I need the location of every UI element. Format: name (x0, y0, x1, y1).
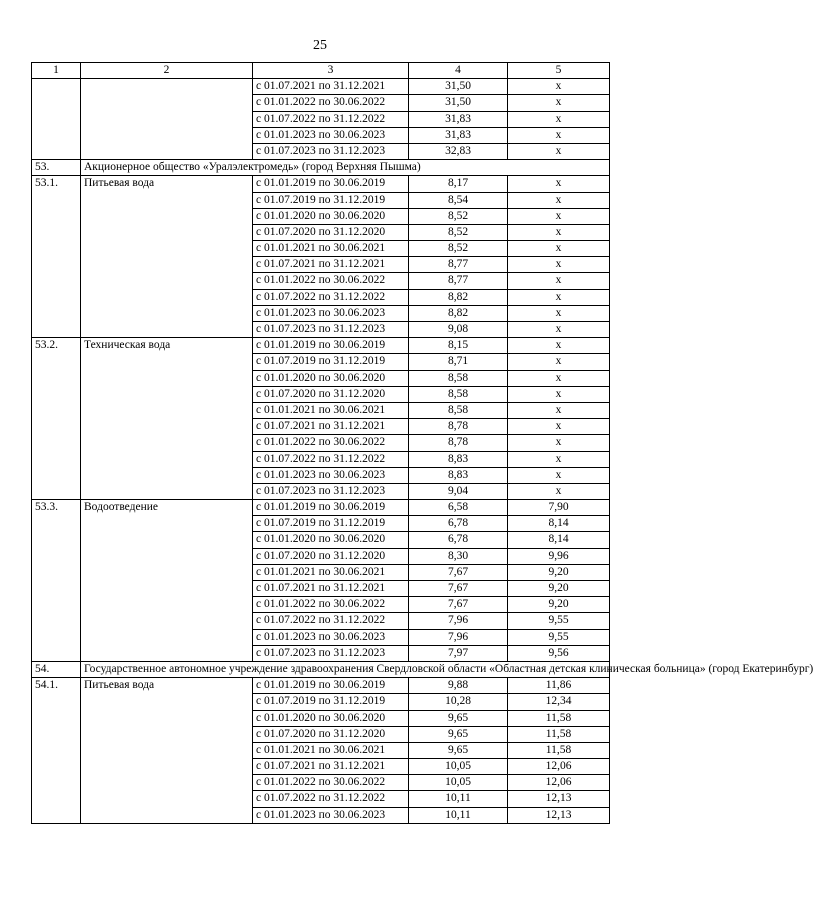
tariff-row (32, 338, 610, 354)
tariff-period: с 01.07.2022 по 31.12.2022 (253, 613, 409, 629)
tariff-period: с 01.01.2023 по 30.06.2023 (253, 467, 409, 483)
tariff-period: с 01.01.2023 по 30.06.2023 (253, 127, 409, 143)
tariff-row (32, 678, 610, 694)
tariff-value-col5: 8,14 (508, 516, 610, 532)
tariff-value-col4: 6,78 (409, 532, 508, 548)
tariff-value-col4: 8,58 (409, 402, 508, 418)
tariff-period: с 01.01.2022 по 30.06.2022 (253, 273, 409, 289)
tariff-value-col5: х (508, 192, 610, 208)
tariff-value-col4: 10,11 (409, 807, 508, 823)
tariff-value-col4: 7,97 (409, 645, 508, 661)
tariff-row (32, 79, 610, 95)
tariff-value-col4: 31,83 (409, 111, 508, 127)
tariff-value-col5: х (508, 241, 610, 257)
tariff-value-col4: 8,54 (409, 192, 508, 208)
tariff-value-col4: 8,30 (409, 548, 508, 564)
tariff-period: с 01.07.2020 по 31.12.2020 (253, 386, 409, 402)
service-name (81, 79, 253, 160)
tariff-value-col5: х (508, 127, 610, 143)
tariff-value-col5: х (508, 273, 610, 289)
tariff-period: с 01.01.2020 по 30.06.2020 (253, 710, 409, 726)
tariff-value-col4: 10,11 (409, 791, 508, 807)
tariff-period: с 01.01.2020 по 30.06.2020 (253, 370, 409, 386)
tariff-value-col5: х (508, 208, 610, 224)
tariff-value-col5: х (508, 289, 610, 305)
tariff-period: с 01.07.2019 по 31.12.2019 (253, 192, 409, 208)
tariff-value-col4: 8,77 (409, 257, 508, 273)
tariff-period: с 01.07.2023 по 31.12.2023 (253, 322, 409, 338)
column-number-5: 5 (508, 63, 610, 79)
tariff-value-col5: 12,34 (508, 694, 610, 710)
tariff-value-col5: х (508, 338, 610, 354)
tariff-period: с 01.07.2021 по 31.12.2021 (253, 581, 409, 597)
tariff-value-col4: 31,83 (409, 127, 508, 143)
tariff-value-col5: х (508, 305, 610, 321)
tariff-period: с 01.01.2020 по 30.06.2020 (253, 532, 409, 548)
column-number-2: 2 (81, 63, 253, 79)
tariff-value-col5: х (508, 451, 610, 467)
tariff-value-col5: 9,20 (508, 581, 610, 597)
tariff-value-col5: 11,58 (508, 742, 610, 758)
tariff-period: с 01.01.2022 по 30.06.2022 (253, 95, 409, 111)
tariff-value-col4: 9,65 (409, 726, 508, 742)
item-number: 53.2. (32, 338, 81, 500)
tariff-period: с 01.01.2021 по 30.06.2021 (253, 742, 409, 758)
tariff-value-col4: 10,28 (409, 694, 508, 710)
tariff-value-col4: 8,77 (409, 273, 508, 289)
tariff-value-col5: 11,58 (508, 710, 610, 726)
tariff-period: с 01.07.2023 по 31.12.2023 (253, 143, 409, 159)
tariff-value-col5: х (508, 176, 610, 192)
tariff-value-col5: х (508, 402, 610, 418)
tariff-period: с 01.01.2022 по 30.06.2022 (253, 435, 409, 451)
tariff-period: с 01.01.2019 по 30.06.2019 (253, 338, 409, 354)
tariff-value-col4: 31,50 (409, 79, 508, 95)
tariff-period: с 01.07.2021 по 31.12.2021 (253, 419, 409, 435)
item-number: 54.1. (32, 678, 81, 824)
tariff-value-col4: 6,78 (409, 516, 508, 532)
tariff-value-col5: 8,14 (508, 532, 610, 548)
item-number (32, 79, 81, 160)
organization-name: Акционерное общество «Уралэлектромедь» (город Верхняя Пышма) (81, 160, 610, 176)
tariff-value-col5: 11,86 (508, 678, 610, 694)
tariff-value-col5: х (508, 143, 610, 159)
tariff-period: с 01.07.2023 по 31.12.2023 (253, 483, 409, 499)
organization-row (32, 661, 610, 677)
tariff-value-col5: х (508, 322, 610, 338)
tariff-value-col4: 9,88 (409, 678, 508, 694)
tariff-period: с 01.07.2019 по 31.12.2019 (253, 694, 409, 710)
tariff-value-col5: х (508, 419, 610, 435)
tariff-value-col4: 8,52 (409, 241, 508, 257)
tariff-value-col4: 7,67 (409, 564, 508, 580)
tariff-period: с 01.07.2021 по 31.12.2021 (253, 79, 409, 95)
column-number-3: 3 (253, 63, 409, 79)
tariff-period: с 01.07.2022 по 31.12.2022 (253, 791, 409, 807)
item-number: 53.3. (32, 500, 81, 662)
tariff-value-col5: х (508, 354, 610, 370)
tariff-value-col5: х (508, 467, 610, 483)
tariff-value-col5: х (508, 370, 610, 386)
tariff-period: с 01.07.2022 по 31.12.2022 (253, 111, 409, 127)
tariff-value-col4: 7,67 (409, 597, 508, 613)
tariff-period: с 01.01.2021 по 30.06.2021 (253, 402, 409, 418)
tariff-value-col5: х (508, 95, 610, 111)
section-number: 54. (32, 661, 81, 677)
tariff-period: с 01.01.2019 по 30.06.2019 (253, 500, 409, 516)
tariff-value-col4: 32,83 (409, 143, 508, 159)
tariff-period: с 01.07.2020 по 31.12.2020 (253, 726, 409, 742)
tariff-value-col4: 9,08 (409, 322, 508, 338)
organization-row (32, 160, 610, 176)
tariff-value-col5: х (508, 386, 610, 402)
tariff-value-col4: 6,58 (409, 500, 508, 516)
tariff-period: с 01.07.2022 по 31.12.2022 (253, 289, 409, 305)
tariff-value-col4: 8,82 (409, 305, 508, 321)
tariff-period: с 01.07.2023 по 31.12.2023 (253, 645, 409, 661)
tariff-period: с 01.01.2022 по 30.06.2022 (253, 597, 409, 613)
tariff-period: с 01.07.2019 по 31.12.2019 (253, 354, 409, 370)
tariff-period: с 01.01.2020 по 30.06.2020 (253, 208, 409, 224)
tariff-value-col4: 8,83 (409, 451, 508, 467)
tariff-value-col4: 8,78 (409, 435, 508, 451)
tariff-period: с 01.07.2021 по 31.12.2021 (253, 759, 409, 775)
tariff-value-col5: 9,56 (508, 645, 610, 661)
tariff-value-col5: х (508, 435, 610, 451)
tariff-value-col4: 10,05 (409, 759, 508, 775)
tariff-value-col4: 31,50 (409, 95, 508, 111)
tariff-value-col5: х (508, 483, 610, 499)
tariff-value-col5: 9,20 (508, 564, 610, 580)
tariff-value-col4: 8,71 (409, 354, 508, 370)
column-number-4: 4 (409, 63, 508, 79)
tariff-value-col5: 7,90 (508, 500, 610, 516)
tariff-table-body (32, 63, 813, 824)
tariff-period: с 01.07.2021 по 31.12.2021 (253, 257, 409, 273)
tariff-value-col4: 8,82 (409, 289, 508, 305)
tariff-period: с 01.01.2019 по 30.06.2019 (253, 678, 409, 694)
tariff-value-col4: 7,96 (409, 613, 508, 629)
tariff-value-col5: 9,55 (508, 613, 610, 629)
tariff-value-col4: 8,52 (409, 208, 508, 224)
tariff-value-col4: 9,65 (409, 710, 508, 726)
tariff-period: с 01.07.2020 по 31.12.2020 (253, 224, 409, 240)
organization-name: Государственное автономное учреждение здравоохранения Свердловской области «Областная детская клиническая больница» (город Екатеринбург) (81, 661, 610, 677)
tariff-period: с 01.01.2023 по 30.06.2023 (253, 629, 409, 645)
tariff-table (31, 62, 813, 824)
tariff-row (32, 500, 610, 516)
tariff-period: с 01.01.2019 по 30.06.2019 (253, 176, 409, 192)
tariff-value-col5: х (508, 224, 610, 240)
tariff-row (32, 176, 610, 192)
tariff-value-col5: х (508, 79, 610, 95)
tariff-period: с 01.01.2021 по 30.06.2021 (253, 564, 409, 580)
service-name: Питьевая вода (81, 176, 253, 338)
tariff-period: с 01.01.2022 по 30.06.2022 (253, 775, 409, 791)
tariff-period: с 01.01.2021 по 30.06.2021 (253, 241, 409, 257)
section-number: 53. (32, 160, 81, 176)
tariff-period: с 01.01.2023 по 30.06.2023 (253, 305, 409, 321)
tariff-value-col5: 11,58 (508, 726, 610, 742)
service-name: Питьевая вода (81, 678, 253, 824)
tariff-value-col4: 8,83 (409, 467, 508, 483)
tariff-value-col5: 9,55 (508, 629, 610, 645)
item-number: 53.1. (32, 176, 81, 338)
tariff-value-col4: 9,04 (409, 483, 508, 499)
tariff-value-col5: 12,06 (508, 775, 610, 791)
tariff-value-col4: 7,96 (409, 629, 508, 645)
tariff-value-col4: 8,58 (409, 386, 508, 402)
tariff-value-col4: 8,52 (409, 224, 508, 240)
tariff-period: с 01.07.2019 по 31.12.2019 (253, 516, 409, 532)
page-number: 25 (313, 38, 327, 53)
tariff-value-col4: 9,65 (409, 742, 508, 758)
tariff-value-col4: 8,15 (409, 338, 508, 354)
tariff-value-col5: 12,06 (508, 759, 610, 775)
tariff-period: с 01.07.2020 по 31.12.2020 (253, 548, 409, 564)
tariff-value-col4: 7,67 (409, 581, 508, 597)
tariff-value-col5: 9,96 (508, 548, 610, 564)
service-name: Водоотведение (81, 500, 253, 662)
tariff-period: с 01.01.2023 по 30.06.2023 (253, 807, 409, 823)
tariff-value-col4: 8,17 (409, 176, 508, 192)
column-number-1: 1 (32, 63, 81, 79)
tariff-value-col4: 8,78 (409, 419, 508, 435)
column-number-row (32, 63, 610, 79)
tariff-value-col4: 10,05 (409, 775, 508, 791)
tariff-value-col5: х (508, 257, 610, 273)
tariff-value-col4: 8,58 (409, 370, 508, 386)
tariff-period: с 01.07.2022 по 31.12.2022 (253, 451, 409, 467)
tariff-value-col5: х (508, 111, 610, 127)
tariff-value-col5: 9,20 (508, 597, 610, 613)
tariff-value-col5: 12,13 (508, 791, 610, 807)
tariff-value-col5: 12,13 (508, 807, 610, 823)
service-name: Техническая вода (81, 338, 253, 500)
